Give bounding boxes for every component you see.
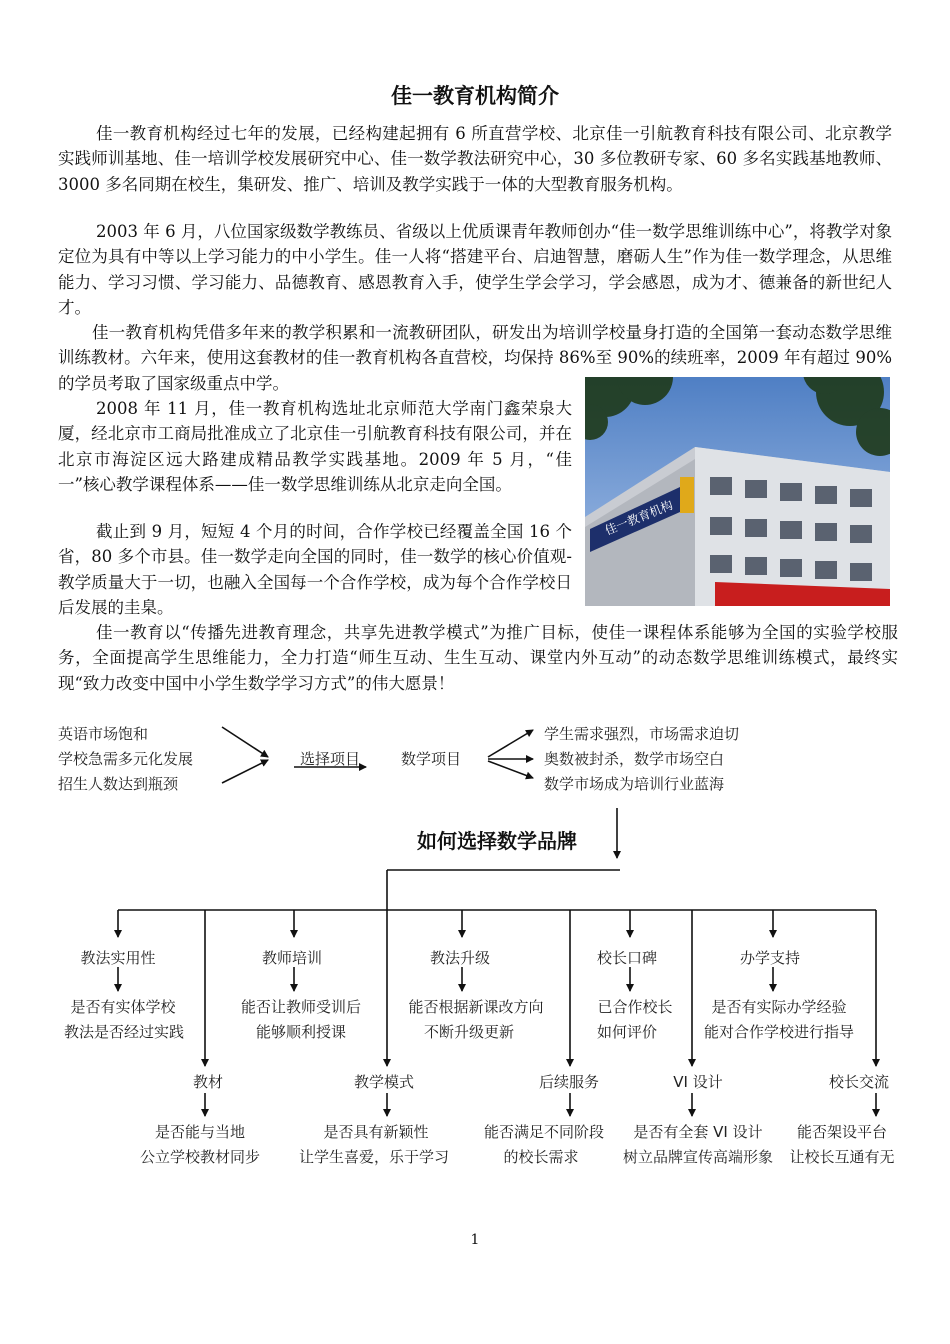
photo-sign-text: 佳一教育机构 [602,497,675,538]
criterion-desc-line: 是否能与当地 [154,1123,246,1141]
criterion-operation-support: 办学支持 [739,949,801,967]
criterion-desc-line: 能否让教师受训后 [240,998,362,1016]
math-project-label: 数学项目 [401,750,462,768]
criterion-desc-line: 树立品牌宣传高端形象 [622,1148,774,1166]
page-title: 佳一教育机构简介 [391,84,559,108]
criterion-desc-line: 如何评价 [596,1023,658,1041]
criterion-desc-line: 是否有实体学校 [70,998,176,1016]
arrow-right-1 [488,730,533,757]
criterion-desc-line: 的校长需求 [503,1148,579,1166]
intro-paragraph-6: 佳一教育以“传播先进教育理念，共享先进教学模式”为推广目标，使佳一课程体系能够为全国的实验学校服务，全面提高学生思维能力，全力打造“师生互动、生生互动、课堂内外互动”的动态数学思维训练模式，最终实现“致力改变中国中小学生数学学习方式”的伟大愿景！ [58,623,898,693]
criterion-teacher-training: 教师培训 [261,949,323,967]
criterion-after-service: 后续服务 [538,1073,600,1091]
criterion-desc-line: 是否具有新颖性 [323,1123,429,1141]
page-number: 1 [470,1232,480,1248]
right-reason-2: 奥数被封杀，数学市场空白 [544,750,725,768]
criterion-desc-line: 是否有实际办学经验 [711,998,847,1016]
flow-heading: 如何选择数学品牌 [417,829,577,853]
criterion-desc-line: 能否满足不同阶段 [483,1123,605,1141]
criterion-teaching-practicality: 教法实用性 [80,949,156,967]
arrow-left-1 [222,727,268,757]
arrow-right-3 [488,761,533,778]
intro-paragraph-1: 佳一教育机构经过七年的发展，已经构建起拥有 6 所直营学校、北京佳一引航教育科技有限公司、北京教学实践师训基地、佳一培训学校发展研究中心、佳一数学教法研究中心，30 多位教研专家、60 多名实践基地教师、3000 多名同期在校生，集研发、推广、培训及教学实践于一体的大型教育服务机构。 [58,124,892,194]
left-reason-1: 英语市场饱和 [58,725,149,743]
criterion-teaching-mode: 教学模式 [353,1073,415,1091]
left-reason-2: 学校急需多元化发展 [58,750,194,768]
intro-paragraph-2: 2003 年 6 月，八位国家级数学教练员、省级以上优质课青年教师创办“佳一数学思维训练中心”，将教学对象定位为具有中等以上学习能力的中小学生。佳一人将“搭建平台、启迪智慧，磨砺人生”作为佳一数学理念，从思维能力、学习习惯、学习能力、品德教育、感恩教育入手，使学生学会学习，学会感恩，成为才、德兼备的新世纪人才。 [58,222,892,317]
intro-paragraph-4: 2008 年 11 月，佳一教育机构选址北京师范大学南门鑫荣泉大厦，经北京市工商局批准成立了北京佳一引航教育科技有限公司，并在北京市海淀区远大路建成精品教学实践基地。2009 年 5 月，“佳一”核心教学课程体系——佳一数学思维训练从北京走向全国。 [58,399,572,494]
criterion-desc-line: 能否架设平台 [796,1123,888,1141]
criterion-desc-line: 公立学校教材同步 [139,1148,261,1166]
arrow-left-2 [222,760,268,783]
criterion-desc-line: 教法是否经过实践 [63,1023,185,1041]
right-reason-1: 学生需求强烈，市场需求迫切 [544,725,740,743]
left-reason-3: 招生人数达到瓶颈 [58,775,179,793]
criterion-desc-line: 能对合作学校进行指导 [703,1023,855,1041]
criterion-desc-line: 让学生喜爱，乐于学习 [298,1148,450,1166]
criterion-principal-exchange: 校长交流 [828,1073,890,1091]
intro-paragraph-3: 佳一教育机构凭借多年来的教学积累和一流教研团队，研发出为培训学校量身打造的全国第一套动态数学思维训练教材。六年来，使用这套教材的佳一教育机构各直营校，均保持 86%至 90%的续班率，2009 年有超过 90%的学员考取了国家级重点中学。 [58,323,892,393]
criterion-vi-design: VI 设计 [673,1073,723,1091]
criterion-desc-line: 不断升级更新 [423,1023,515,1041]
criterion-desc-line: 是否有全套 VI 设计 [633,1123,763,1141]
criterion-desc-line: 让校长互通有无 [789,1148,895,1166]
intro-paragraph-5: 截止到 9 月，短短 4 个月的时间，合作学校已经覆盖全国 16 个省，80 多个市县。佳一数学走向全国的同时，佳一数学的核心价值观-教学质量大于一切，也融入全国每一个合作学校，成为每个合作学校日后发展的圭臬。 [58,522,572,617]
criterion-method-upgrade: 教法升级 [429,949,491,967]
criterion-desc-line: 已合作校长 [597,998,673,1016]
criterion-desc-line: 能够顺利授课 [255,1023,347,1041]
criterion-textbook: 教材 [192,1073,224,1091]
criterion-principal-reputation: 校长口碑 [596,949,658,967]
choose-project-label: 选择项目 [300,750,361,768]
criterion-desc-line: 能否根据新课改方向 [408,998,544,1016]
right-reason-3: 数学市场成为培训行业蓝海 [544,775,725,793]
